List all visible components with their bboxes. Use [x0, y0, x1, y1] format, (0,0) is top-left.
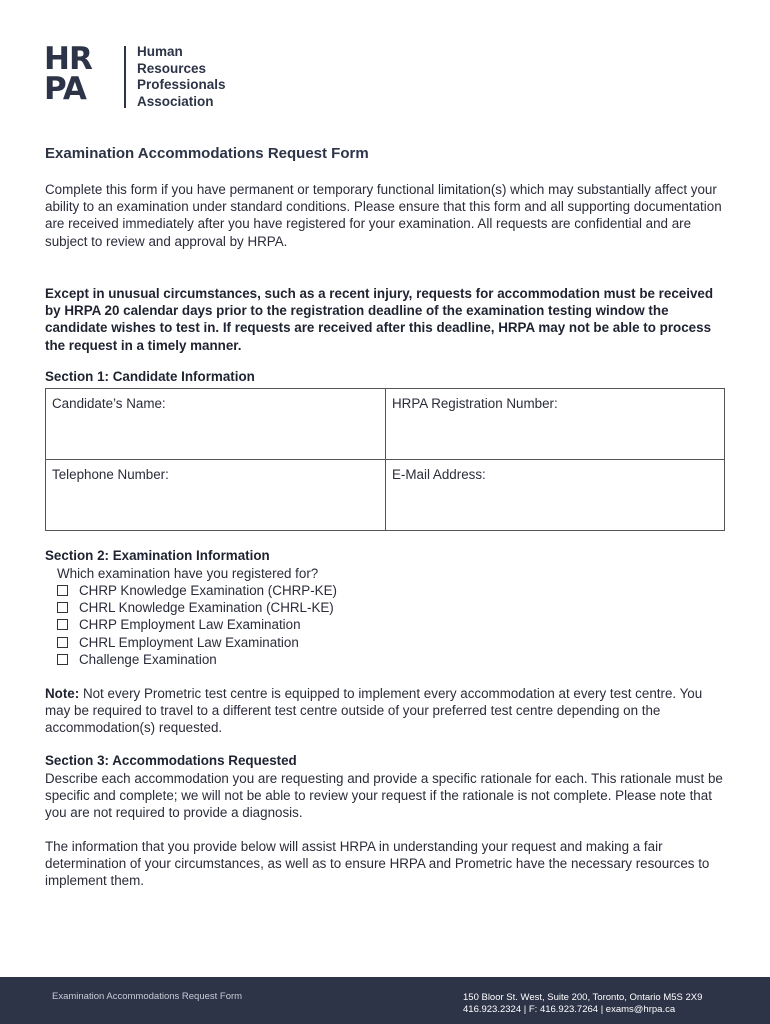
section3-paragraph1: Describe each accommodation you are requesting and provide a specific rationale for each. This rationale must be specific and complete; we will not be able to review your request if the rationale is not complete. Please note that you are not required to provide a diagnosis. — [45, 771, 723, 821]
logo-text-line: Professionals — [137, 77, 226, 92]
logo-mark — [44, 41, 112, 110]
footer-address: 150 Bloor St. West, Suite 200, Toronto, Ontario M5S 2X9 — [463, 992, 703, 1003]
note-label: Note: — [45, 686, 80, 701]
note-paragraph — [45, 685, 729, 737]
registration-number-field[interactable] — [386, 389, 724, 460]
exam-option-chrl-law[interactable] — [57, 634, 337, 651]
page-footer — [0, 977, 770, 1024]
section2-heading: Section 2: Examination Information — [45, 548, 270, 563]
exam-options — [57, 582, 337, 668]
footer-contact: 416.923.2324 | F: 416.923.7264 | exams@hrpa.ca — [463, 1004, 676, 1015]
exam-option-chrp-ke[interactable] — [57, 582, 337, 599]
footer-form-name: Examination Accommodations Request Form — [52, 991, 243, 1002]
exam-question: Which examination have you registered for? — [57, 566, 319, 581]
deadline-notice: Except in unusual circumstances, such as a recent injury, requests for accommodation must be received by HRPA 20 calendar days prior to the registration deadline of the examination testing window the candidate wishes to test in. If requests are received after this deadline, HRPA may not be able to process the request in a timely manner. — [45, 286, 714, 353]
candidate-name-label: Candidate’s Name: — [52, 396, 166, 411]
checkbox[interactable] — [57, 654, 68, 665]
option-label: CHRP Knowledge Examination (CHRP-KE) — [79, 583, 337, 598]
logo-mark-line2: PA — [44, 71, 86, 107]
checkbox[interactable] — [57, 637, 68, 648]
logo-wordmark — [137, 44, 226, 110]
candidate-info-table — [45, 388, 725, 531]
hrpa-logo — [44, 41, 244, 110]
email-label: E-Mail Address: — [392, 467, 486, 482]
logo-mark-line1: HR — [44, 41, 92, 77]
telephone-field[interactable] — [46, 460, 386, 530]
option-label: CHRL Knowledge Examination (CHRL-KE) — [79, 600, 334, 616]
option-label: CHRP Employment Law Examination — [79, 617, 301, 633]
exam-option-chrl-ke[interactable] — [57, 599, 337, 616]
telephone-label: Telephone Number: — [52, 467, 169, 482]
checkbox[interactable] — [57, 619, 68, 630]
logo-text-line: Resources — [137, 60, 207, 76]
email-field[interactable] — [386, 460, 724, 530]
logo-divider — [124, 46, 126, 108]
section1-heading: Section 1: Candidate Information — [45, 369, 255, 384]
logo-text-line: Association — [137, 93, 214, 109]
option-label: Challenge Examination — [79, 651, 217, 667]
candidate-name-field[interactable] — [46, 389, 386, 460]
note-text: Not every Prometric test centre is equipped to implement every accommodation at every test centre. You may be required to travel to a different test centre outside of your preferred test centre depending on the accommodation(s) requested. — [45, 686, 703, 736]
logo-text-line: Human — [137, 44, 183, 59]
footer-contact-block — [463, 992, 702, 1016]
section3-paragraph2: The information that you provide below will assist HRPA in understanding your request and making a fair determination of your circumstances, as well as to ensure HRPA and Prometric have the necessary resources to implement them. — [45, 839, 710, 889]
checkbox[interactable] — [57, 585, 68, 596]
registration-number-label: HRPA Registration Number: — [392, 396, 558, 411]
section3-heading: Section 3: Accommodations Requested — [45, 753, 297, 768]
document-title: Examination Accommodations Request Form — [45, 145, 369, 162]
checkbox[interactable] — [57, 602, 68, 613]
option-label: CHRL Employment Law Examination — [79, 634, 299, 650]
exam-option-challenge[interactable] — [57, 651, 337, 668]
exam-option-chrp-law[interactable] — [57, 616, 337, 633]
intro-paragraph: Complete this form if you have permanent or temporary functional limitation(s) which may substantially affect your ability to an examination under standard conditions. Please ensure that this form and all supporting documentation are received immediately after you have registered for your examination. All requests are confidential and are subject to review and approval by HRPA. — [45, 182, 722, 249]
